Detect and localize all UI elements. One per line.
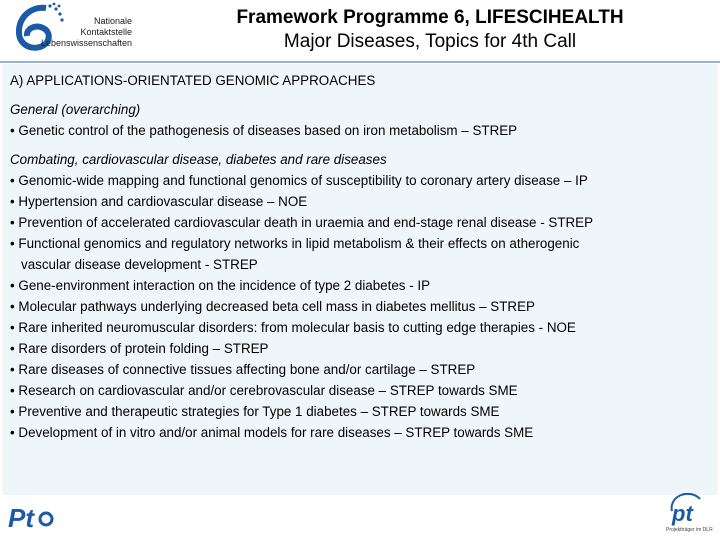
svg-text:Projektträger im DLR: Projektträger im DLR <box>666 527 713 533</box>
list-item: • Genetic control of the pathogenesis of diseases based on iron metabolism – STREP <box>10 123 518 138</box>
list-item: • Functional genomics and regulatory networks in lipid metabolism & their effects on atherogenic <box>10 236 580 251</box>
pt-dlr-logo-icon <box>664 493 714 533</box>
section-heading: A) APPLICATIONS-ORIENTATED GENOMIC APPROACHES <box>10 73 376 88</box>
title-line-1: Framework Programme 6, LIFESCIHEALTH <box>236 7 624 28</box>
page-title <box>150 6 710 54</box>
list-item: • Preventive and therapeutic strategies for Type 1 diabetes – STREP towards SME <box>10 404 500 419</box>
list-item: • Hypertension and cardiovascular disease – NOE <box>10 194 308 209</box>
list-item: • Rare inherited neuromuscular disorders: from molecular basis to cutting edge therapies - NOE <box>10 320 576 335</box>
header-divider <box>0 61 720 63</box>
list-item-continuation: vascular disease development - STREP <box>21 257 258 272</box>
list-item: • Molecular pathways underlying decreased beta cell mass in diabetes mellitus – STREP <box>10 299 535 314</box>
list-item: • Genomic-wide mapping and functional genomics of susceptibility to coronary artery disease – IP <box>10 173 588 188</box>
title-line-2: Major Diseases, Topics for 4th Call <box>283 31 577 52</box>
nks-logo <box>4 2 134 60</box>
logo-text: Nationale Kontaktstelle Lebenswissenschaften <box>40 16 132 48</box>
list-item: • Prevention of accelerated cardiovascular death in uraemia and end-stage renal disease - STREP <box>10 215 594 230</box>
list-item: • Gene-environment interaction on the incidence of type 2 diabetes - IP <box>10 278 431 293</box>
list-item: • Rare disorders of protein folding – STREP <box>10 341 269 356</box>
group-heading: Combating, cardiovascular disease, diabetes and rare diseases <box>10 152 387 167</box>
list-item: • Development of in vitro and/or animal models for rare diseases – STREP towards SME <box>10 425 534 440</box>
list-item: • Research on cardiovascular and/or cerebrovascular disease – STREP towards SME <box>10 383 518 398</box>
content <box>10 70 716 443</box>
pt-dlr-logo <box>664 493 714 538</box>
list-item: • Rare diseases of connective tissues affecting bone and/or cartilage – STREP <box>10 362 476 377</box>
group-heading: General (overarching) <box>10 102 141 117</box>
pt-logo <box>8 502 54 537</box>
pt-logo-icon <box>8 502 54 532</box>
svg-text:pt: pt <box>672 501 693 526</box>
svg-text:Pt: Pt <box>8 503 34 532</box>
